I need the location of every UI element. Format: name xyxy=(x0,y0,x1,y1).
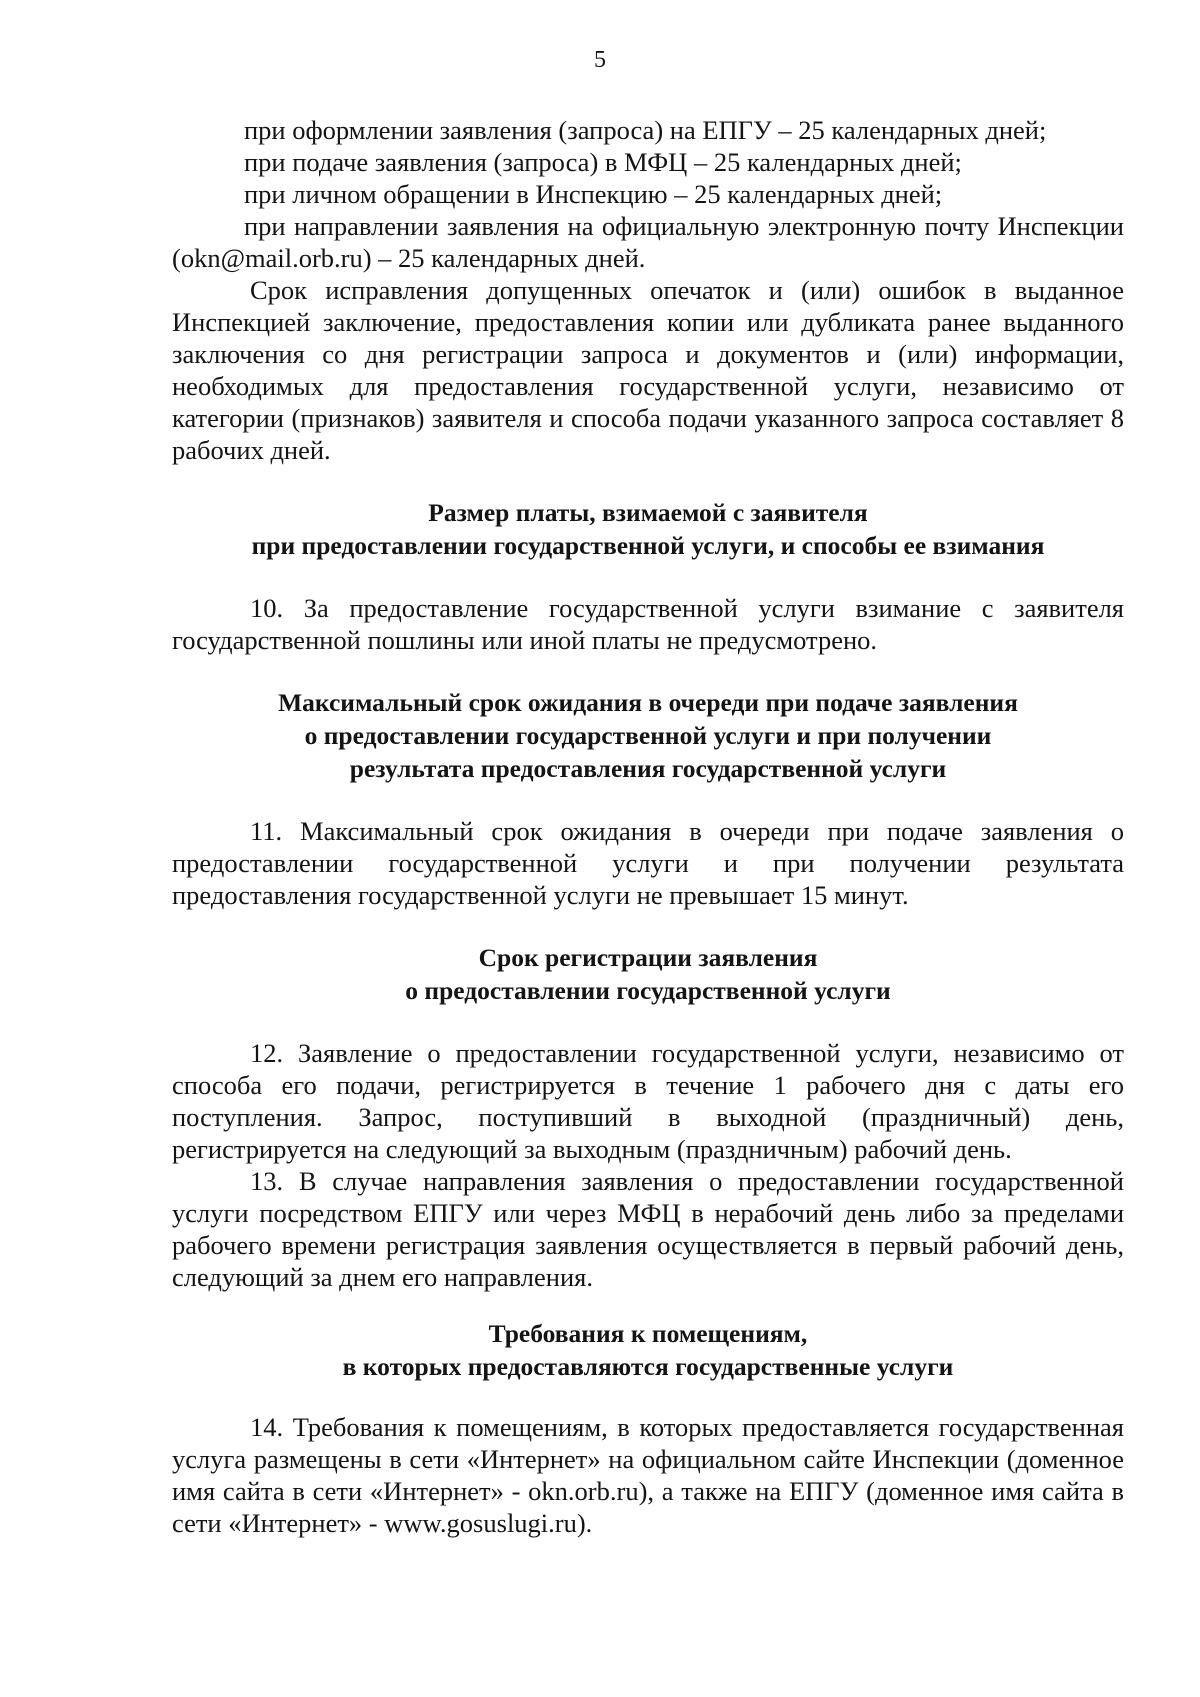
deadline-email: при направлении заявления на официальную электронную почту Инспекции (okn@mail.orb.ru) – 25 календарных дней. xyxy=(172,211,1124,273)
heading-line: Максимальный срок ожидания в очереди при подаче заявления xyxy=(278,688,1018,717)
section-heading-queue xyxy=(172,686,1124,785)
deadline-epgu: при оформлении заявления (запроса) на ЕПГУ – 25 календарных дней; xyxy=(244,115,1047,145)
section-heading-registration xyxy=(172,941,1124,1007)
paragraph-10: 10. За предоставление государственной услуги взимание с заявителя государственной пошлины или иной платы не предусмотрено. xyxy=(172,593,1124,655)
heading-line: в которых предоставляются государственные услуги xyxy=(342,1352,954,1381)
paragraph-11: 11. Максимальный срок ожидания в очереди при подаче заявления о предоставлении государственной услуги и при получении результата предоставления государственной услуги не превышает 15 минут. xyxy=(172,816,1124,910)
deadline-inspection: при личном обращении в Инспекцию – 25 календарных дней; xyxy=(244,179,943,209)
heading-line: при предоставлении государственной услуги, и способы ее взимания xyxy=(251,531,1045,560)
section-heading-premises xyxy=(172,1317,1124,1383)
heading-line: о предоставлении государственной услуги и при получении xyxy=(304,721,992,750)
paragraph-12: 12. Заявление о предоставлении государственной услуги, независимо от способа его подачи, регистрируется в течение 1 рабочего дня с даты его поступления. Запрос, поступивший в выходной (праздничный) день, регистрируется на следующий за выходным (праздничным) рабочий день. xyxy=(172,1038,1124,1164)
heading-line: Размер платы, взимаемой с заявителя xyxy=(428,498,868,527)
page-number: 5 xyxy=(594,47,606,73)
correction-term-paragraph: Срок исправления допущенных опечаток и (или) ошибок в выданное Инспекцией заключение, предоставления копии или дубликата ранее выданного заключения со дня регистрации запроса и документов и (или) информации, необходимых для предоставления государственной услуги, независимо от категории (признаков) заявителя и способа подачи указанного запроса составляет 8 рабочих дней. xyxy=(172,275,1124,465)
section-heading-fee xyxy=(172,496,1124,562)
page-content xyxy=(172,114,1124,1539)
heading-line: Требования к помещениям, xyxy=(488,1319,808,1348)
heading-line: о предоставлении государственной услуги xyxy=(405,976,891,1005)
heading-line: результата предоставления государственной услуги xyxy=(349,754,947,783)
paragraph-14: 14. Требования к помещениям, в которых предоставляется государственная услуга размещены в сети «Интернет» на официальном сайте Инспекции (доменное имя сайта в сети «Интернет» - okn.orb.ru), а также на ЕПГУ (доменное имя сайта в сети «Интернет» - www.gosuslugi.ru). xyxy=(172,1412,1124,1538)
deadline-mfc: при подаче заявления (запроса) в МФЦ – 25 календарных дней; xyxy=(244,147,962,177)
paragraph-13: 13. В случае направления заявления о предоставлении государственной услуги посредством ЕПГУ или через МФЦ в нерабочий день либо за пределами рабочего времени регистрация заявления осуществляется в первый рабочий день, следующий за днем его направления. xyxy=(172,1166,1124,1292)
heading-line: Срок регистрации заявления xyxy=(478,943,818,972)
